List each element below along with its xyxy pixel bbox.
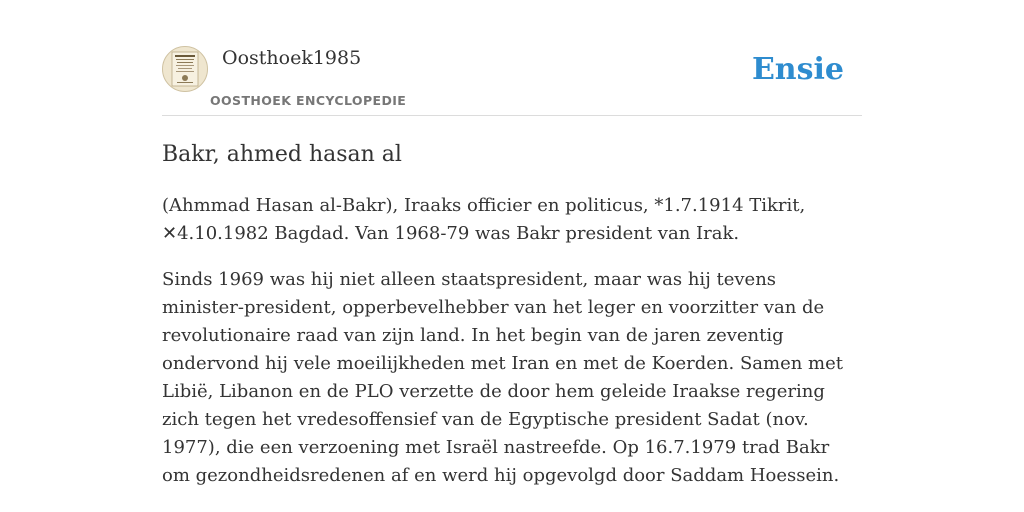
avatar[interactable] <box>162 46 208 92</box>
entry-body <box>162 192 862 508</box>
source-label: OOSTHOEK ENCYCLOPEDIE <box>210 93 407 108</box>
entry-card <box>162 44 862 486</box>
brand-logo[interactable]: Ensie <box>751 52 844 87</box>
entry-paragraph: (Ahmmad Hasan al-Bakr), Iraaks officier en politicus, *1.7.1914 Tikrit, ✕4.10.1982 Bagdad. Van 1968-79 was Bakr president van Irak. <box>162 195 806 244</box>
entry-header <box>162 44 862 116</box>
entry-paragraph: Sinds 1969 was hij niet alleen staatspresident, maar was hij tevens minister-president, opperbevelhebber van het leger en voorzitter van de revolutionaire raad van zijn land. In het begin van de jaren zeventig ondervond hij vele moeilijkheden met Iran en met de Koerden. Samen met Libië, Libanon en de PLO verzette de door hem geleide Iraakse regering zich tegen het vredesoffensief van de Egyptische president Sadat (nov. 1977), die een verzoening met Israël nastreefde. Op 16.7.1979 trad Bakr om gezondheidsredenen af en werd hij opgevolgd door Saddam Hoessein. <box>162 269 844 486</box>
encyclopedia-title-page-icon <box>163 47 207 91</box>
author-name[interactable]: Oosthoek1985 <box>222 47 362 69</box>
entry-title: Bakr, ahmed hasan al <box>162 142 402 167</box>
